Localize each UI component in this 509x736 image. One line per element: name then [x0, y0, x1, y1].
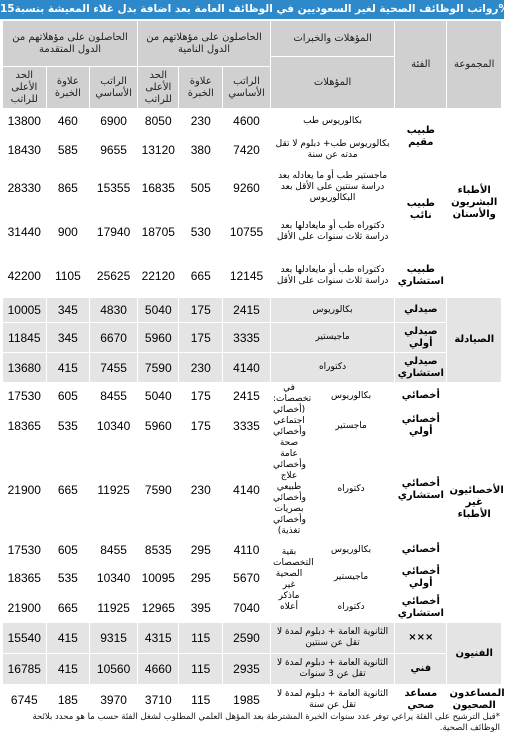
qualification-cell: دكتوراه [308, 593, 395, 623]
cell: 9260 [223, 166, 271, 210]
qualification-cell: ماجيستير [308, 563, 395, 593]
cell: 8535 [138, 538, 179, 563]
cell: 3970 [90, 685, 138, 716]
cell: 7590 [138, 353, 179, 383]
cell: 10095 [138, 563, 179, 593]
table-row [3, 383, 502, 411]
specialty-cell: بقية التخصصات الصحية غير ماذكر أعلاه [270, 538, 307, 623]
table-row [3, 563, 502, 593]
cell: 28330 [3, 166, 47, 210]
cell: 5960 [138, 323, 179, 353]
table-row [3, 593, 502, 623]
cell: 18365 [3, 563, 47, 593]
header-experience-bonus: علاوة الخبرة [46, 67, 90, 109]
cell: 8050 [138, 109, 179, 134]
header-qualifications: المؤهلات [270, 57, 394, 109]
cell: 900 [46, 210, 90, 254]
qualification-cell: ماجستير طب أو ما يعادله بعد دراسة سنتين على الأقل بعد البكالوريوس [270, 166, 394, 210]
cell: 175 [179, 383, 223, 411]
cell: 11845 [3, 323, 47, 353]
qualification-cell: الثانوية العامة + دبلوم لمدة لا تقل عن سنة [270, 685, 394, 716]
cell: 4110 [223, 538, 271, 563]
cell: 16835 [138, 166, 179, 210]
category-cell: ××× [395, 623, 447, 654]
page-title: رواتب الوظائف الصحية لغير السعوديين في الوظائف العامة بعد اضافة بدل غلاء المعيشة بنسبة15% [0, 0, 504, 19]
cell: 10340 [90, 563, 138, 593]
qualification-cell: بكالوريوس طب+ دبلوم لا تقل مدته عن سنة [270, 134, 394, 166]
cell: 1985 [223, 685, 271, 716]
table-row [3, 685, 502, 716]
cell: 2590 [223, 623, 271, 654]
cell: 345 [46, 323, 90, 353]
cell: 16785 [3, 654, 47, 685]
header-developing: الحاصلون على مؤهلاتهم من الدول النامية [138, 21, 271, 67]
category-cell: صيدلي أولي [395, 323, 447, 353]
cell: 18705 [138, 210, 179, 254]
cell: 31440 [3, 210, 47, 254]
qualification-cell: دكتوراه [308, 442, 395, 538]
qualification-cell: الثانوية العامة + دبلوم لمدة لا تقل عن سنتين [270, 623, 394, 654]
cell: 665 [46, 593, 90, 623]
table-row [3, 353, 502, 383]
group-cell: المساعدون الصحيون [447, 685, 502, 716]
category-cell: أخصائي أولي [395, 410, 447, 442]
cell: 415 [46, 353, 90, 383]
cell: 7040 [223, 593, 271, 623]
cell: 185 [46, 685, 90, 716]
cell: 5040 [138, 298, 179, 323]
cell: 15355 [90, 166, 138, 210]
qualification-cell: دكتوراه [270, 353, 394, 383]
cell: 9315 [90, 623, 138, 654]
group-cell: الأخصائيون غير الأطباء [447, 383, 502, 623]
category-cell: أخصائي أولي [395, 563, 447, 593]
qualification-cell: ماجيستير [270, 323, 394, 353]
table-row [3, 166, 502, 210]
qualification-cell: بكالوريوس [270, 298, 394, 323]
table-row [3, 410, 502, 442]
table-row [3, 109, 502, 134]
qualification-cell: الثانوية العامة + دبلوم لمدة لا تقل عن 3 سنوات [270, 654, 394, 685]
cell: 505 [179, 166, 223, 210]
cell: 6900 [90, 109, 138, 134]
cell: 4140 [223, 353, 271, 383]
header-group: المجموعة [447, 21, 502, 109]
cell: 665 [179, 254, 223, 298]
category-cell: أخصائي استشاري [395, 593, 447, 623]
cell: 115 [179, 623, 223, 654]
cell: 2415 [223, 298, 271, 323]
cell: 7420 [223, 134, 271, 166]
cell: 460 [46, 109, 90, 134]
cell: 4600 [223, 109, 271, 134]
category-cell: طبيب مقيم [395, 109, 447, 166]
category-cell: فني [395, 654, 447, 685]
cell: 13800 [3, 109, 47, 134]
cell: 665 [46, 442, 90, 538]
cell: 535 [46, 563, 90, 593]
cell: 415 [46, 654, 90, 685]
category-cell: مساعد صحي [395, 685, 447, 716]
cell: 115 [179, 654, 223, 685]
cell: 15540 [3, 623, 47, 654]
header-basic-salary: الراتب الأساسي [223, 67, 271, 109]
cell: 8455 [90, 538, 138, 563]
cell: 17940 [90, 210, 138, 254]
cell: 295 [179, 538, 223, 563]
cell: 175 [179, 323, 223, 353]
cell: 3335 [223, 323, 271, 353]
category-cell: صيدلي [395, 298, 447, 323]
cell: 18430 [3, 134, 47, 166]
cell: 18365 [3, 410, 47, 442]
cell: 42200 [3, 254, 47, 298]
cell: 395 [179, 593, 223, 623]
cell: 12965 [138, 593, 179, 623]
cell: 380 [179, 134, 223, 166]
cell: 5040 [138, 383, 179, 411]
cell: 4315 [138, 623, 179, 654]
category-cell: طبيب نائب [395, 166, 447, 254]
salary-table [2, 20, 505, 716]
table-row [3, 538, 502, 563]
cell: 7455 [90, 353, 138, 383]
footnote: *قبل الترشيح على الفئة يراعي توفر عدد سنوات الخبرة المشترطة بعد المؤهل العلمي المطلوب لشغل الفئة حسب ما هو محدد بلائحة الوظائف الصحية. [32, 712, 500, 733]
cell: 1105 [46, 254, 90, 298]
cell: 535 [46, 410, 90, 442]
cell: 10755 [223, 210, 271, 254]
cell: 11925 [90, 593, 138, 623]
header-max-salary: الحد الأعلى للراتب [3, 67, 47, 109]
cell: 230 [179, 109, 223, 134]
cell: 3335 [223, 410, 271, 442]
cell: 605 [46, 383, 90, 411]
header-experience-bonus: علاوة الخبرة [179, 67, 223, 109]
header-max-salary: الحد الأعلى للراتب [138, 67, 179, 109]
cell: 175 [179, 410, 223, 442]
cell: 11925 [90, 442, 138, 538]
cell: 7590 [138, 442, 179, 538]
cell: 21900 [3, 593, 47, 623]
cell: 8455 [90, 383, 138, 411]
category-cell: طبيب استشاري [395, 254, 447, 298]
table-row [3, 654, 502, 685]
cell: 115 [179, 685, 223, 716]
cell: 585 [46, 134, 90, 166]
category-cell: أخصائي [395, 383, 447, 411]
table-row [3, 442, 502, 538]
cell: 415 [46, 623, 90, 654]
cell: 25625 [90, 254, 138, 298]
qualification-cell: دكتوراه طب أو مايعادلها بعد دراسة ثلاث سنوات على الأقل [270, 210, 394, 254]
cell: 17530 [3, 383, 47, 411]
header-category: الفئة [395, 21, 447, 109]
table-row [3, 623, 502, 654]
cell: 2935 [223, 654, 271, 685]
cell: 9655 [90, 134, 138, 166]
cell: 4660 [138, 654, 179, 685]
cell: 5670 [223, 563, 271, 593]
cell: 295 [179, 563, 223, 593]
cell: 5960 [138, 410, 179, 442]
cell: 22120 [138, 254, 179, 298]
cell: 12145 [223, 254, 271, 298]
cell: 13680 [3, 353, 47, 383]
table-row [3, 323, 502, 353]
cell: 605 [46, 538, 90, 563]
qualification-cell: بكالوريوس [308, 538, 395, 563]
header-basic-salary: الراتب الأساسي [90, 67, 138, 109]
header-qualifications-experience: المؤهلات والخبرات [270, 21, 394, 57]
cell: 345 [46, 298, 90, 323]
cell: 230 [179, 442, 223, 538]
cell: 2415 [223, 383, 271, 411]
cell: 865 [46, 166, 90, 210]
cell: 6670 [90, 323, 138, 353]
cell: 4830 [90, 298, 138, 323]
group-cell: الأطباء البشريون والأسنان [447, 109, 502, 298]
cell: 6745 [3, 685, 47, 716]
qualification-cell: ماجستير [308, 410, 395, 442]
group-cell: الصيادلة [447, 298, 502, 383]
qualification-cell: بكالوريوس [308, 383, 395, 411]
qualification-cell: دكتوراه طب أو مايعادلها بعد دراسة ثلاث سنوات على الأقل [270, 254, 394, 298]
header-advanced: الحاصلون على مؤهلاتهم من الدول المتقدمة [3, 21, 138, 67]
cell: 3710 [138, 685, 179, 716]
specialty-cell: في تخصصات: (أخصائي اجتماعي وأخصائي صحة عامة وأخصائي علاج طبيعي وأخصائي بصريات وأخصائي تغذية) [270, 383, 307, 538]
category-cell: أخصائي استشاري [395, 442, 447, 538]
cell: 10005 [3, 298, 47, 323]
cell: 10560 [90, 654, 138, 685]
category-cell: صيدلي استشاري [395, 353, 447, 383]
table-row [3, 298, 502, 323]
cell: 13120 [138, 134, 179, 166]
cell: 230 [179, 353, 223, 383]
cell: 530 [179, 210, 223, 254]
qualification-cell: بكالوريوس طب [270, 109, 394, 134]
cell: 17530 [3, 538, 47, 563]
table-row [3, 254, 502, 298]
cell: 175 [179, 298, 223, 323]
cell: 4140 [223, 442, 271, 538]
cell: 10340 [90, 410, 138, 442]
group-cell: الفنيون [447, 623, 502, 685]
category-cell: أخصائي [395, 538, 447, 563]
cell: 21900 [3, 442, 47, 538]
